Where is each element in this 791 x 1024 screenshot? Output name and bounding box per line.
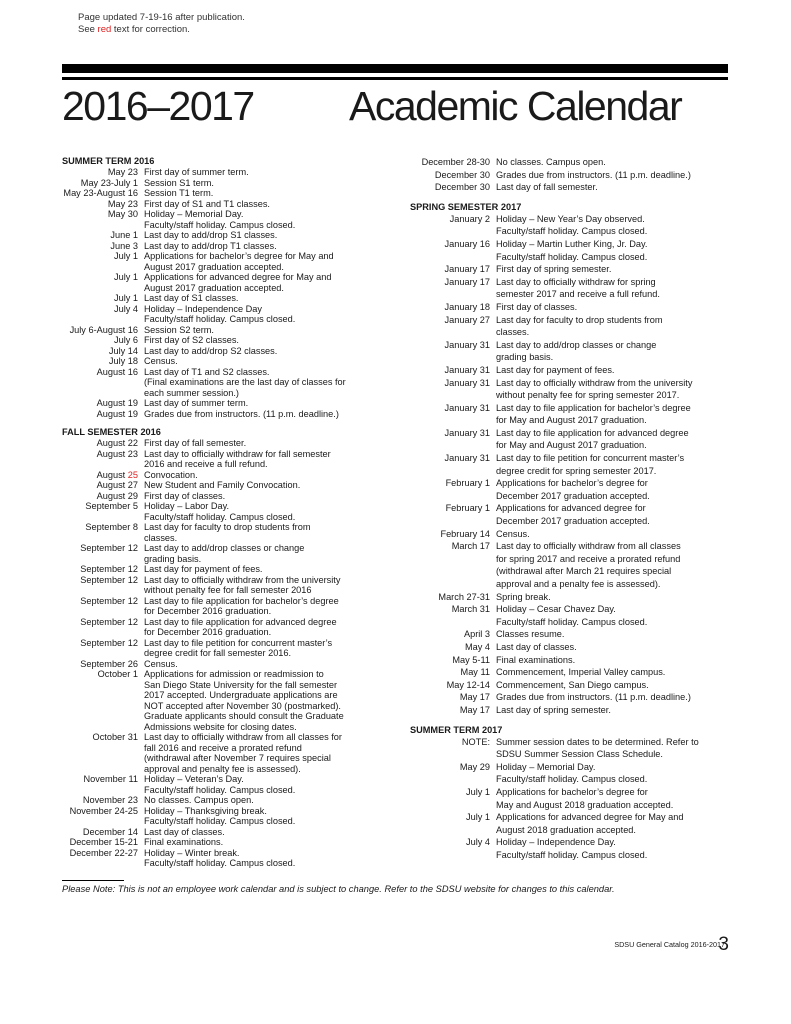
entry-date: July 4 xyxy=(113,303,138,314)
entry-description: Last day for faculty to drop students from classes. xyxy=(496,314,663,338)
entry-date: July 1 xyxy=(113,293,138,303)
entry-description: Last day of classes. xyxy=(496,641,577,652)
entry-date: July 6 xyxy=(113,335,138,345)
entry-date: May 4 xyxy=(464,641,490,652)
entry-description: Last day to officially withdraw from the university without penalty fee for fall semester 2016 xyxy=(144,574,341,595)
calendar-entry xyxy=(62,470,392,481)
entry-date: August 19 xyxy=(96,398,138,408)
entry-date: May 23 xyxy=(107,167,138,177)
left-column xyxy=(62,156,392,869)
calendar-entry xyxy=(410,477,740,502)
entry-description: Last day to file petition for concurrent master’s degree credit for spring semester 2017. xyxy=(496,453,685,476)
update-notice-line2 xyxy=(78,24,245,36)
calendar-entry xyxy=(62,167,392,178)
entry-date: September 12 xyxy=(80,564,138,574)
entry-description: Census. xyxy=(144,356,178,366)
entry-date: October 31 xyxy=(92,732,138,742)
entry-description: Last day to officially withdraw for spring semester 2017 and receive a full refund. xyxy=(496,276,660,300)
calendar-entry xyxy=(410,736,740,761)
calendar-entry xyxy=(62,449,392,470)
entry-date: March 27-31 xyxy=(438,591,490,602)
entry-description: Session S2 term. xyxy=(144,324,214,335)
notice-text-end: text for correction. xyxy=(111,23,190,35)
calendar-entry xyxy=(410,169,740,182)
calendar-entry xyxy=(410,377,740,402)
calendar-entry xyxy=(410,540,740,590)
entry-description: First day of fall semester. xyxy=(144,438,247,448)
calendar-entry xyxy=(62,638,392,659)
calendar-entry xyxy=(62,827,392,838)
calendar-entry xyxy=(410,364,740,377)
entry-date: September 12 xyxy=(80,616,138,627)
entry-date: May 23-July 1 xyxy=(80,177,138,188)
entry-description: Census. xyxy=(144,658,178,669)
calendar-entry xyxy=(410,786,740,811)
entry-date: May 5-11 xyxy=(452,654,490,665)
calendar-entry xyxy=(62,522,392,543)
entry-date: December 15-21 xyxy=(69,837,138,847)
calendar-entry xyxy=(410,213,740,238)
entry-date: February 1 xyxy=(445,503,490,514)
entry-date: October 1 xyxy=(97,669,138,679)
entry-date: September 26 xyxy=(80,658,138,669)
entry-date: August 22 xyxy=(96,438,138,448)
entry-date: April 3 xyxy=(463,629,490,640)
entry-description: Holiday – Veteran’s Day. Faculty/staff holiday. Campus closed. xyxy=(144,774,296,795)
entry-date: September 5 xyxy=(85,501,138,511)
calendar-entry xyxy=(410,301,740,314)
entry-description: Last day of fall semester. xyxy=(496,182,598,193)
calendar-entry xyxy=(62,188,392,199)
header-rule-thin xyxy=(62,77,728,80)
catalog-footer xyxy=(614,940,725,949)
calendar-entry xyxy=(410,679,740,692)
entry-date: March 31 xyxy=(451,604,490,615)
footer-note: Please Note: This is not an employee work calendar and is subject to change. Refer to the SDSU website for changes to this calendar. xyxy=(62,884,615,894)
calendar-entry xyxy=(62,304,392,325)
entry-date: January 27 xyxy=(444,314,490,325)
entry-description: Final examinations. xyxy=(144,837,224,847)
calendar-entry xyxy=(410,156,740,169)
entry-description: Last day of classes. xyxy=(144,826,225,837)
notice-text: See xyxy=(78,23,98,35)
entry-description: Last day for payment of fees. xyxy=(144,564,263,574)
entry-description: Holiday – Cesar Chavez Day. Faculty/staff holiday. Campus closed. xyxy=(496,604,648,627)
entry-description: Last day of T1 and S2 classes. (Final examinations are the last day of classes for each summer session.) xyxy=(144,366,346,398)
calendar-entry xyxy=(410,339,740,364)
calendar-entry xyxy=(410,427,740,452)
calendar-entry xyxy=(62,837,392,848)
entry-date: December 28-30 xyxy=(421,157,490,167)
entry-description: Last day of summer term. xyxy=(144,398,249,408)
entry-date: May 17 xyxy=(459,692,490,703)
calendar-entry xyxy=(62,356,392,367)
entry-date: August 25 xyxy=(96,469,138,480)
entry-description: Holiday – New Year’s Day observed. Faculty/staff holiday. Campus closed. xyxy=(496,213,648,237)
calendar-entry xyxy=(410,276,740,301)
entry-description: Holiday – Thanksgiving break. Faculty/staff holiday. Campus closed. xyxy=(144,805,296,826)
calendar-entry xyxy=(410,314,740,339)
entry-date: May 30 xyxy=(107,209,138,219)
calendar-entry xyxy=(62,209,392,230)
calendar-entry xyxy=(410,641,740,654)
calendar-entry xyxy=(62,199,392,210)
entry-date: June 1 xyxy=(110,230,138,240)
entry-date: November 23 xyxy=(82,795,138,805)
footer-rule xyxy=(62,880,124,881)
calendar-entry xyxy=(410,238,740,263)
calendar-entry xyxy=(410,263,740,276)
entry-date: January 16 xyxy=(444,238,490,249)
calendar-entry xyxy=(410,402,740,427)
entry-date: May 23-August 16 xyxy=(63,188,138,198)
calendar-entry xyxy=(410,691,740,704)
entry-date: January 17 xyxy=(444,276,490,287)
section-heading: SUMMER TERM 2017 xyxy=(410,724,503,735)
entry-date: March 17 xyxy=(451,541,490,552)
page-title: Academic Calendar xyxy=(349,83,682,129)
calendar-entry xyxy=(410,666,740,679)
entry-description: No classes. Campus open. xyxy=(496,157,606,167)
calendar-entry xyxy=(410,591,740,604)
entry-description: Last day to officially withdraw for fall semester 2016 and receive a full refund. xyxy=(144,448,331,469)
entry-description: Last day of S1 classes. xyxy=(144,293,239,303)
calendar-entry xyxy=(410,761,740,786)
entry-date: September 12 xyxy=(80,595,138,606)
calendar-entry xyxy=(410,654,740,667)
calendar-entry xyxy=(62,575,392,596)
entry-date: February 1 xyxy=(445,478,490,489)
entry-date: August 23 xyxy=(96,448,138,459)
entry-date: July 1 xyxy=(465,812,490,823)
calendar-entry xyxy=(410,181,740,194)
calendar-entry xyxy=(62,617,392,638)
section-heading: SUMMER TERM 2016 xyxy=(62,156,155,166)
entry-date-correction: 25 xyxy=(127,469,138,480)
entry-description: First day of S1 and T1 classes. xyxy=(144,198,270,209)
entry-description: Holiday – Martin Luther King, Jr. Day. Faculty/staff holiday. Campus closed. xyxy=(496,238,648,262)
entry-description: Holiday – Independence Day Faculty/staff holiday. Campus closed. xyxy=(144,303,296,324)
calendar-entry xyxy=(410,836,740,861)
entry-date: November 11 xyxy=(83,774,138,784)
entry-description: First day of S2 classes. xyxy=(144,335,239,345)
entry-date: July 1 xyxy=(465,786,490,797)
entry-description: Last day to add/drop S1 classes. xyxy=(144,230,278,240)
entry-description: Commencement, San Diego campus. xyxy=(496,679,649,690)
entry-description: First day of classes. xyxy=(496,301,578,312)
calendar-entry xyxy=(62,230,392,241)
entry-date: July 18 xyxy=(108,356,138,366)
entry-description: Commencement, Imperial Valley campus. xyxy=(496,667,666,678)
entry-description: Last day to file application for advanced degree for May and August 2017 graduation. xyxy=(496,427,689,451)
entry-description: Classes resume. xyxy=(496,629,565,640)
entry-date: June 3 xyxy=(110,240,138,251)
entry-date: May 17 xyxy=(459,704,490,715)
calendar-entry xyxy=(62,409,392,420)
entry-description: Census. xyxy=(496,528,530,539)
calendar-entry xyxy=(410,452,740,477)
entry-description: Holiday – Winter break. Faculty/staff holiday. Campus closed. xyxy=(144,847,296,868)
entry-date: July 4 xyxy=(465,837,490,848)
entry-description: Holiday – Labor Day. Faculty/staff holiday. Campus closed. xyxy=(144,501,296,522)
entry-date: January 2 xyxy=(449,213,490,224)
calendar-entry xyxy=(62,732,392,774)
calendar-entry xyxy=(410,704,740,717)
entry-description: Grades due from instructors. (11 p.m. deadline.) xyxy=(144,408,339,419)
calendar-entry xyxy=(62,480,392,491)
entry-date: January 31 xyxy=(444,427,490,438)
catalog-name: SDSU General Catalog 2016-2017 xyxy=(614,940,725,949)
calendar-entry xyxy=(62,848,392,869)
calendar-entry xyxy=(62,346,392,357)
calendar-entry xyxy=(62,491,392,502)
calendar-entry xyxy=(62,501,392,522)
entry-description: Last day to file petition for concurrent master’s degree credit for fall semester 2016. xyxy=(144,637,333,658)
entry-description: Holiday – Memorial Day. Faculty/staff holiday. Campus closed. xyxy=(496,761,648,785)
entry-description: Applications for advanced degree for May and August 2018 graduation accepted. xyxy=(496,812,684,835)
entry-date: August 16 xyxy=(96,366,138,377)
calendar-entry xyxy=(62,241,392,252)
entry-description: Holiday – Memorial Day. Faculty/staff holiday. Campus closed. xyxy=(144,209,296,230)
entry-description: Summer session dates to be determined. Refer to SDSU Summer Session Class Schedule. xyxy=(496,736,699,760)
entry-description: Applications for admission or readmission to San Diego State University for the fall semester 2017 accepted. Undergraduate applications are NOT accepted after November 30 (postmarked). Graduate applicants should consult the Graduate Admissions website for closing dates. xyxy=(144,669,344,732)
entry-description: Last day to add/drop T1 classes. xyxy=(144,240,277,251)
calendar-entry xyxy=(62,251,392,272)
notice-red-word: red xyxy=(97,23,112,35)
entry-date: July 1 xyxy=(113,272,138,282)
calendar-entry xyxy=(62,335,392,346)
entry-description: Holiday – Independence Day. Faculty/staff holiday. Campus closed. xyxy=(496,837,648,860)
calendar-entry xyxy=(62,325,392,336)
entry-date: May 29 xyxy=(459,761,490,772)
entry-description: No classes. Campus open. xyxy=(144,795,254,805)
entry-description: Last day to file application for advanced degree for December 2016 graduation. xyxy=(144,616,337,637)
update-notice-line1: Page updated 7-19-16 after publication. xyxy=(78,12,245,23)
entry-description: Applications for bachelor’s degree for December 2017 graduation accepted. xyxy=(496,478,650,501)
entry-date: December 14 xyxy=(82,826,138,837)
header-rule-thick xyxy=(62,64,728,73)
entry-description: Last day to officially withdraw from all classes for fall 2016 and receive a prorated refund (withdrawal after November 7 requires special approval and penalty fee is assessed). xyxy=(144,732,342,774)
calendar-entry xyxy=(410,528,740,541)
entry-date: January 31 xyxy=(444,453,490,464)
calendar-entry xyxy=(410,603,740,628)
entry-date: December 30 xyxy=(434,169,490,180)
calendar-entry xyxy=(410,628,740,641)
entry-date: September 8 xyxy=(85,522,138,532)
entry-date: July 14 xyxy=(108,345,138,356)
entry-description: Applications for bachelor’s degree for May and August 2018 graduation accepted. xyxy=(496,786,674,810)
calendar-entry xyxy=(62,367,392,399)
entry-description: New Student and Family Convocation. xyxy=(144,480,301,490)
calendar-entry xyxy=(62,178,392,189)
entry-date: May 11 xyxy=(460,667,490,678)
entry-date: January 31 xyxy=(444,364,490,375)
entry-date: August 27 xyxy=(96,480,138,490)
entry-date: NOTE: xyxy=(461,736,490,747)
calendar-entry xyxy=(62,669,392,732)
entry-description: Applications for advanced degree for December 2017 graduation accepted. xyxy=(496,503,650,527)
calendar-entry xyxy=(62,774,392,795)
entry-date: February 14 xyxy=(440,528,490,539)
calendar-entry xyxy=(62,293,392,304)
entry-description: Spring break. xyxy=(496,591,551,602)
entry-description: Last day for faculty to drop students from classes. xyxy=(144,522,311,543)
entry-description: Final examinations. xyxy=(496,654,576,665)
calendar-entry xyxy=(62,659,392,670)
calendar-entry xyxy=(410,502,740,527)
entry-date: December 22-27 xyxy=(69,847,138,858)
entry-date: May 23 xyxy=(107,198,138,209)
entry-date: January 17 xyxy=(444,264,490,275)
entry-date: January 18 xyxy=(444,301,490,312)
calendar-entry xyxy=(62,272,392,293)
entry-description: Convocation. xyxy=(144,469,198,480)
entry-description: First day of spring semester. xyxy=(496,264,612,275)
calendar-entry xyxy=(62,795,392,806)
entry-date: August 19 xyxy=(96,408,138,419)
entry-description: First day of summer term. xyxy=(144,167,249,177)
entry-description: Applications for bachelor’s degree for May and August 2017 graduation accepted. xyxy=(144,251,334,272)
entry-description: Last day to add/drop S2 classes. xyxy=(144,345,278,356)
entry-description: Last day of spring semester. xyxy=(496,704,611,715)
update-notice xyxy=(78,12,245,35)
entry-description: Grades due from instructors. (11 p.m. deadline.) xyxy=(496,169,691,180)
entry-description: Last day to add/drop classes or change grading basis. xyxy=(144,543,305,564)
entry-date: September 12 xyxy=(80,574,138,585)
entry-description: Last day to officially withdraw from all classes for spring 2017 and receive a prorated refund (withdrawal after March 21 requires special approval and a penalty fee is assessed). xyxy=(496,541,681,589)
entry-date: August 29 xyxy=(96,490,138,501)
entry-description: Last day to file application for bachelor’s degree for December 2016 graduation. xyxy=(144,595,339,616)
entry-date: January 31 xyxy=(444,377,490,388)
calendar-entry xyxy=(62,806,392,827)
entry-description: Last day for payment of fees. xyxy=(496,364,615,375)
section-heading: SPRING SEMESTER 2017 xyxy=(410,201,522,212)
page-number: 3 xyxy=(718,934,729,955)
calendar-entry xyxy=(410,811,740,836)
calendar-entry xyxy=(62,438,392,449)
entry-date: May 12-14 xyxy=(446,679,490,690)
entry-description: First day of classes. xyxy=(144,490,226,501)
entry-description: Last day to file application for bachelor’s degree for May and August 2017 graduation. xyxy=(496,402,691,426)
right-column xyxy=(410,156,740,861)
calendar-entry xyxy=(62,596,392,617)
entry-date: November 24-25 xyxy=(69,805,138,816)
entry-date: September 12 xyxy=(80,543,138,553)
entry-description: Session S1 term. xyxy=(144,177,214,188)
entry-description: Last day to officially withdraw from the university without penalty fee for spring semester 2017. xyxy=(496,377,693,401)
entry-date: September 12 xyxy=(80,637,138,648)
section-heading: FALL SEMESTER 2016 xyxy=(62,427,161,437)
entry-date: July 6-August 16 xyxy=(69,324,138,335)
entry-description: Grades due from instructors. (11 p.m. deadline.) xyxy=(496,692,691,703)
calendar-entry xyxy=(62,543,392,564)
title-year: 2016–2017 xyxy=(62,83,254,129)
entry-description: Session T1 term. xyxy=(144,188,214,198)
calendar-entry xyxy=(62,564,392,575)
entry-date: July 1 xyxy=(113,251,138,261)
entry-date: December 30 xyxy=(434,182,490,193)
entry-date: January 31 xyxy=(444,402,490,413)
entry-description: Last day to add/drop classes or change grading basis. xyxy=(496,339,657,363)
entry-description: Applications for advanced degree for May and August 2017 graduation accepted. xyxy=(144,272,332,293)
entry-date: January 31 xyxy=(444,339,490,350)
calendar-entry xyxy=(62,398,392,409)
